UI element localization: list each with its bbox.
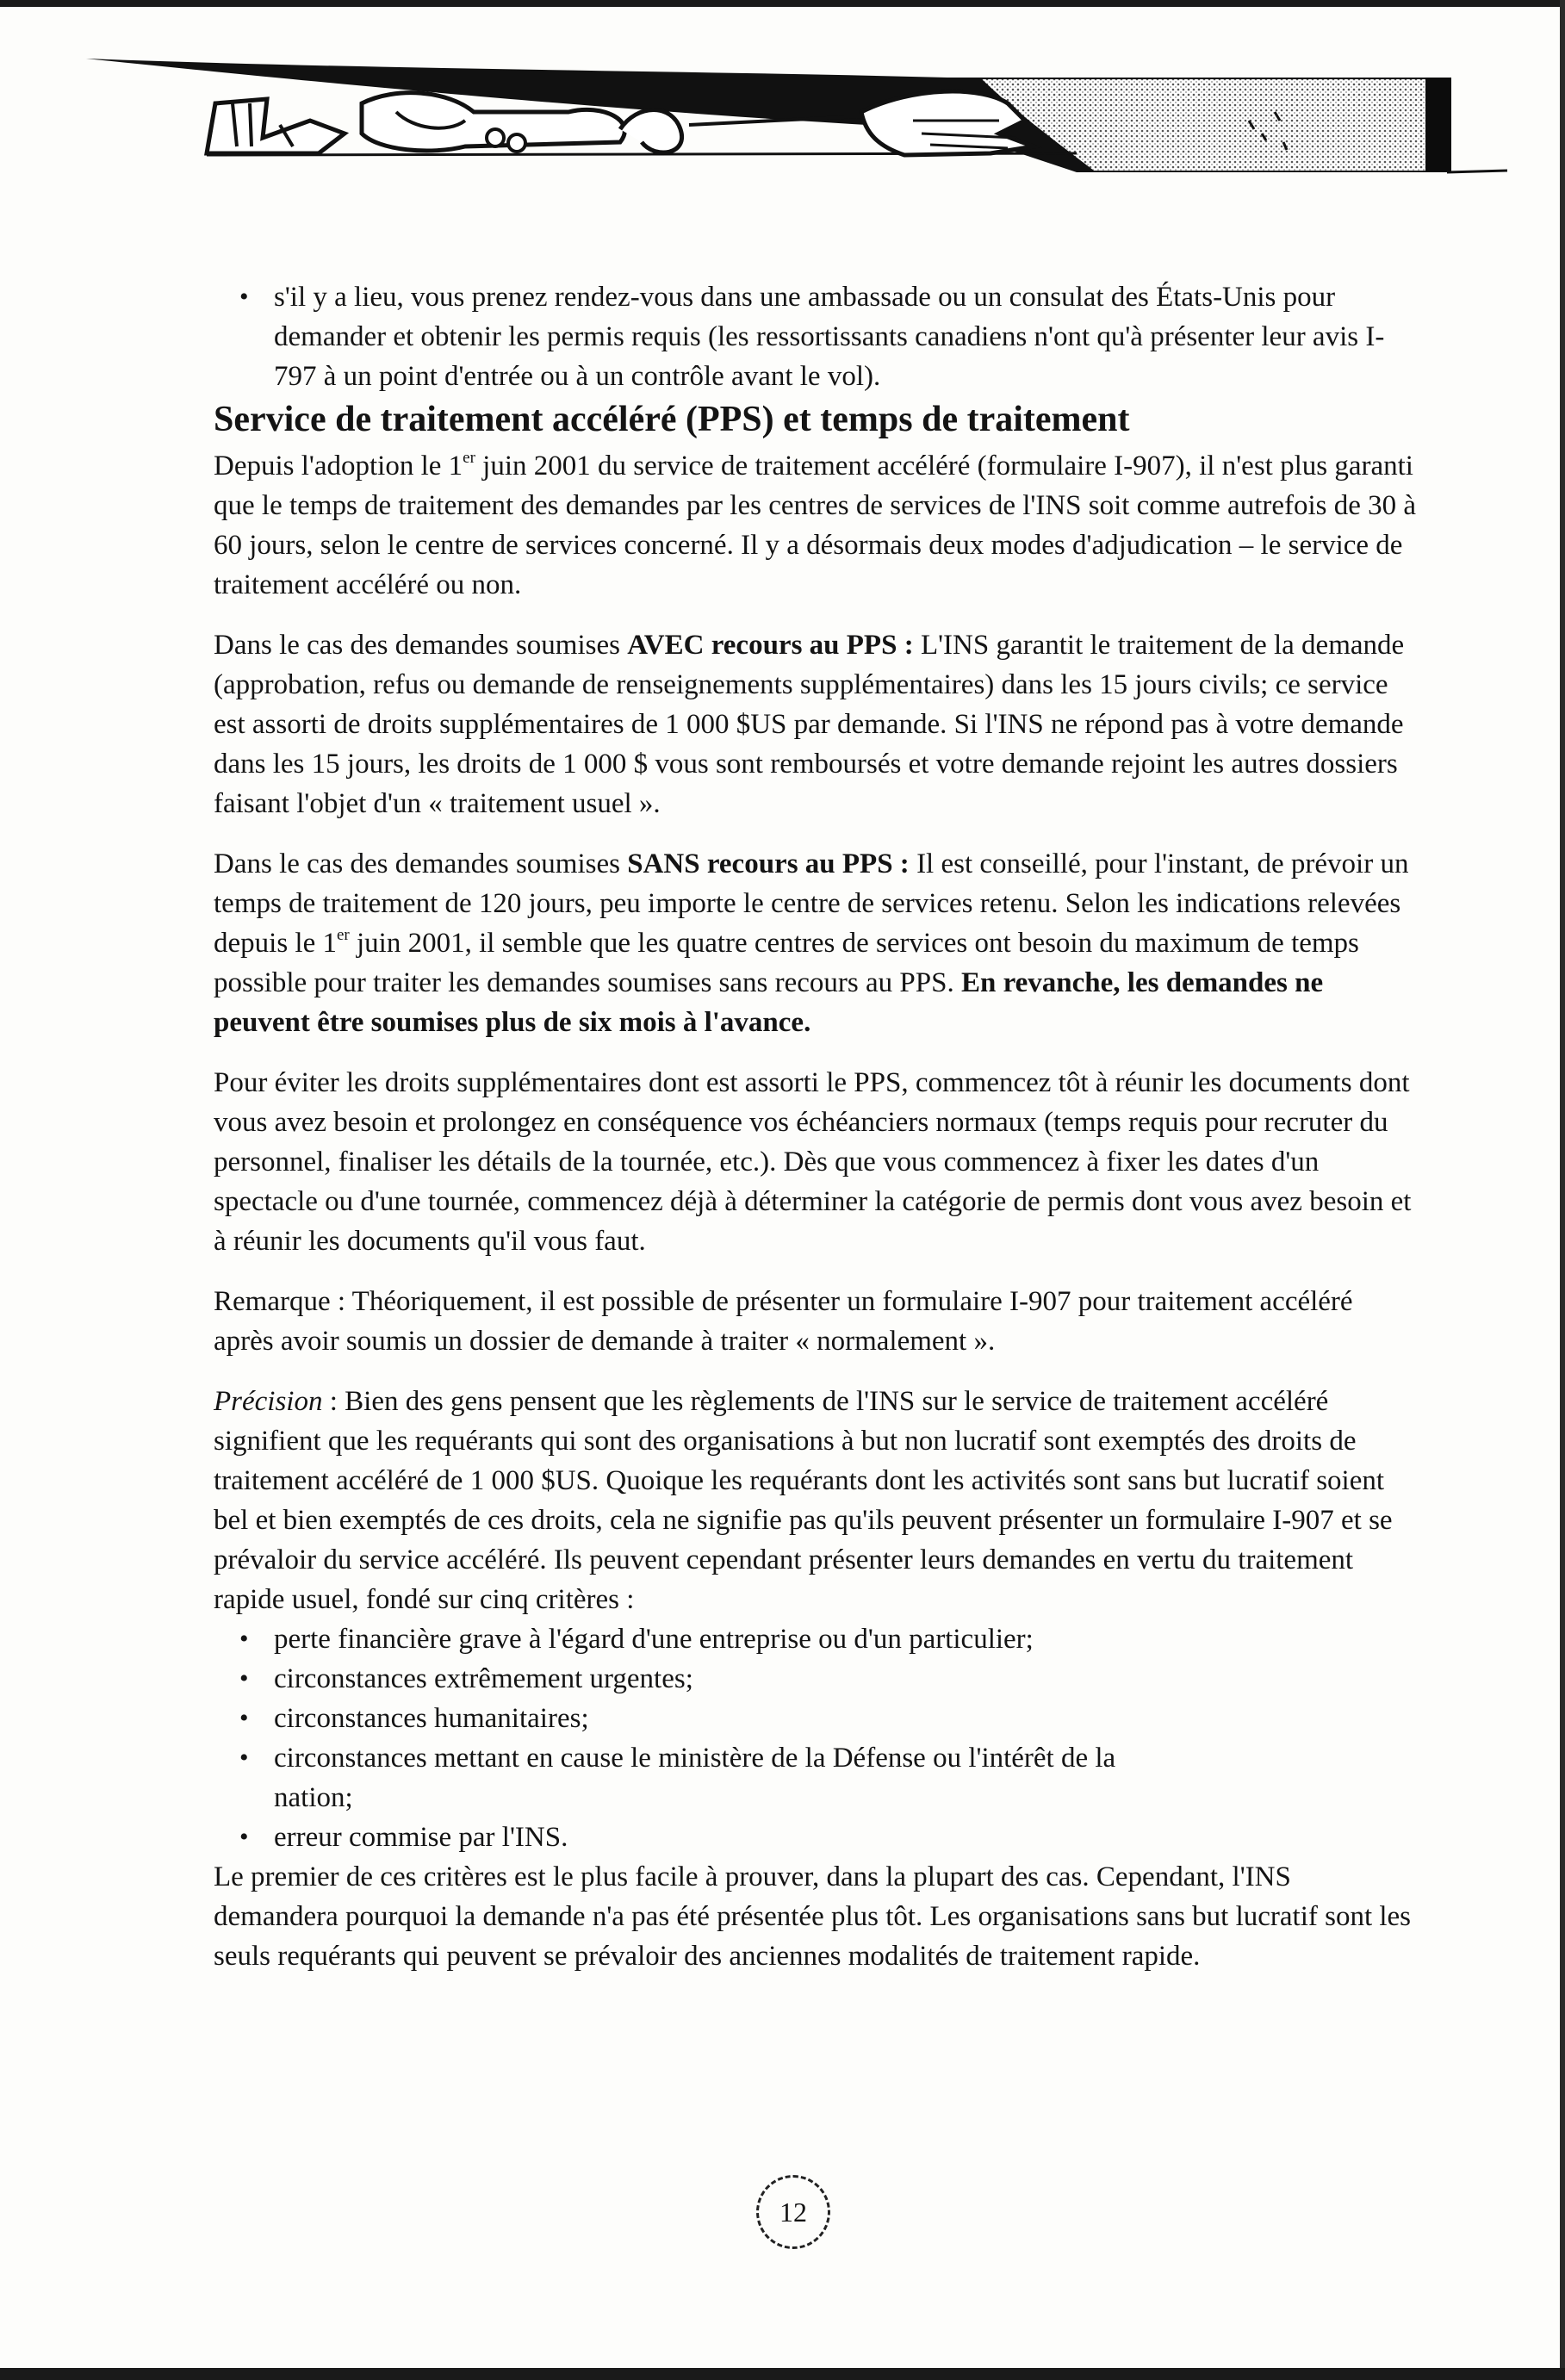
page-number: 12	[756, 2175, 830, 2249]
intro-bullet-list	[214, 277, 1419, 396]
criteria-list	[214, 1619, 1419, 1857]
paragraph-remark: Remarque : Théoriquement, il est possible de présenter un formulaire I-907 pour traitement accéléré après avoir soumis un dossier de demande à traiter « normalement ».	[214, 1286, 1353, 1357]
list-item: • circonstances extrêmement urgentes;	[214, 1659, 1419, 1699]
section-heading: Service de traitement accéléré (PPS) et temps de traitement	[214, 400, 1130, 439]
document-body	[214, 277, 1419, 1997]
list-item: • perte financière grave à l'égard d'une entreprise ou d'un particulier;	[214, 1619, 1419, 1659]
paragraph-without-pps: Dans le cas des demandes soumises SANS recours au PPS : Il est conseillé, pour l'instant, de prévoir un temps de traitement de 120 jours, peu importe le centre de services retenu. Selon les indications relevées depuis le 1er juin 2001, il semble que les quatre centres de services ont besoin du maximum de temps possible pour traiter les demandes soumises sans recours au PPS. En revanche, les demandes ne peuvent être soumises plus de six mois à l'avance.	[214, 848, 1409, 1038]
page-border-top	[0, 0, 1565, 7]
paragraph-avoid-fees: Pour éviter les droits supplémentaires dont est assorti le PPS, commencez tôt à réunir les documents dont vous avez besoin et prolongez en conséquence vos échéanciers normaux (temps requis pour recruter du personnel, finaliser les détails de la tournée, etc.). Dès que vous commencez à fixer les dates d'un spectacle ou d'une tournée, commencez déjà à déterminer la catégorie de permis dont vous avez besoin et à réunir les documents qu'il vous faut.	[214, 1067, 1412, 1257]
list-item: • circonstances mettant en cause le ministère de la Défense ou l'intérêt de la nation;	[214, 1738, 1419, 1818]
page-border-bottom	[0, 2368, 1565, 2380]
list-item: • circonstances humanitaires;	[214, 1699, 1419, 1738]
hands-passing-document-banner-icon	[86, 52, 1507, 190]
paragraph-closing: Le premier de ces critères est le plus facile à prouver, dans la plupart des cas. Cependant, l'INS demandera pourquoi la demande n'a pas été présentée plus tôt. Les organisations sans but lucratif sont les seuls requérants qui peuvent se prévaloir des anciennes modalités de traitement rapide.	[214, 1861, 1412, 1972]
paragraph-precision: Précision : Bien des gens pensent que les règlements de l'INS sur le service de traitement accéléré signifient que les requérants qui sont des organisations à but non lucratif sont exemptés des droits de traitement accéléré de 1 000 $US. Quoique les requérants dont les activités sont sans but lucratif soient bel et bien exemptés de ces droits, cela ne signifie pas qu'ils peuvent présenter un formulaire I-907 et se prévaloir du service accéléré. Ils peuvent cependant présenter leurs demandes en vertu du traitement rapide usuel, fondé sur cinq critères :	[214, 1386, 1393, 1615]
list-item: • s'il y a lieu, vous prenez rendez-vous dans une ambassade ou un consulat des États-Unis pour demander et obtenir les permis requis (les ressortissants canadiens n'ont qu'à présenter leur avis I-797 à un point d'entrée ou à un contrôle avant le vol).	[214, 277, 1419, 396]
paragraph-with-pps: Dans le cas des demandes soumises AVEC recours au PPS : L'INS garantit le traitement de la demande (approbation, refus ou demande de renseignements supplémentaires) dans les 15 jours civils; ce service est assorti de droits supplémentaires de 1 000 $US par demande. Si l'INS ne répond pas à votre demande dans les 15 jours, les droits de 1 000 $ vous sont remboursés et votre demande rejoint les autres dossiers faisant l'objet d'un « traitement usuel ».	[214, 630, 1405, 819]
paragraph-adoption: Depuis l'adoption le 1er juin 2001 du service de traitement accéléré (formulaire I-907), il n'est plus garanti que le temps de traitement des demandes par les centres de services de l'INS soit comme autrefois de 30 à 60 jours, selon le centre de services concerné. Il y a désormais deux modes d'adjudication – le service de traitement accéléré ou non.	[214, 449, 1417, 600]
page-border-right	[1560, 0, 1565, 2380]
list-item: • erreur commise par l'INS.	[214, 1818, 1419, 1857]
